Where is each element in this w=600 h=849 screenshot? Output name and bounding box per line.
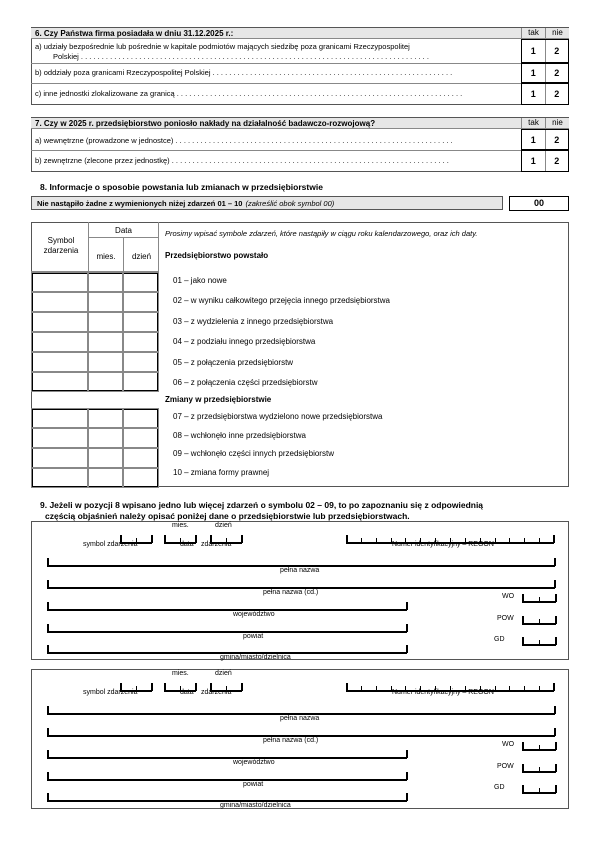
q9-title-line1: 9. Jeżeli w pozycji 8 wpisano jedno lub więcej zdarzeń o symbolu 02 – 09, to po zapoznaniu się z odpowiednią xyxy=(40,500,484,510)
regon-label: Numer identyfikacyjny – REGON xyxy=(392,689,494,696)
q6-no-header: nie xyxy=(545,28,569,39)
created-item: 03 – z wydzielenia z innego przedsiębiorstwa xyxy=(173,316,334,326)
q8-instruction: Prosimy wpisać symbole zdarzeń, które nastąpiły w ciągu roku kalendarzowego, oraz ich daty. xyxy=(165,229,478,238)
grid-cell-symbol[interactable] xyxy=(31,428,88,448)
regon-label: Numer identyfikacyjny – REGON xyxy=(392,541,494,548)
grid-cell-day[interactable] xyxy=(123,408,159,428)
woj-label: województwo xyxy=(233,611,275,618)
q6-answer-b[interactable]: 1 2 xyxy=(521,63,569,83)
grid-cell-symbol[interactable] xyxy=(31,352,88,372)
pow-field[interactable] xyxy=(47,631,407,633)
q7-answer-a[interactable]: 1 2 xyxy=(521,129,569,150)
grid-cell-month[interactable] xyxy=(88,408,123,428)
q8-none-code[interactable]: 00 xyxy=(509,196,569,211)
grid-cell-month[interactable] xyxy=(88,448,123,468)
wo-code-label: WO xyxy=(502,741,515,748)
wo-code-field[interactable] xyxy=(522,749,556,751)
grid-cell-month[interactable] xyxy=(88,292,123,312)
dzien-label: dzień xyxy=(215,670,232,677)
grid-cell-symbol[interactable] xyxy=(31,408,88,428)
created-item: 05 – z połączenia przedsiębiorstw xyxy=(173,357,294,367)
grid-cell-symbol[interactable] xyxy=(31,372,88,392)
q8-none-row xyxy=(31,196,503,210)
created-item: 04 – z podziału innego przedsiębiorstwa xyxy=(173,337,316,347)
gmina-label: gmina/miasto/dzielnica xyxy=(220,802,291,809)
q7-no-header: nie xyxy=(545,118,569,129)
q6-item-a-label2: Polskiej . . . . . . . . . . . . . . . . . . . . . . . . . . . . . . . . . . . . . . . . . . . . . . . . . . . . . . . . . . . . . . . . . . . . . . . . . . . . . . . . . . . . xyxy=(53,52,429,61)
zdarzenia-label: zdarzenia xyxy=(201,689,232,696)
grid-cell-month[interactable] xyxy=(88,372,123,392)
created-item: 06 – z połączenia części przedsiębiorstw xyxy=(173,378,318,387)
grid-cell-day[interactable] xyxy=(123,332,159,352)
q7-item-b-label: b) zewnętrzne (zlecone przez jednostkę) . . . . . . . . . . . . . . . . . . . . . . . . . . . . . . . . . . . . . . . . . . . . . . . . . . . . . . . . . . . . . . . . . . . xyxy=(35,156,449,165)
name_cd-label: pełna nazwa (cd.) xyxy=(263,589,319,596)
created-item: 02 – w wyniku całkowitego przejęcia innego przedsiębiorstwa xyxy=(173,296,391,306)
q7-item-a-label: a) wewnętrzne (prowadzone w jednostce) . . . . . . . . . . . . . . . . . . . . . . . . . . . . . . . . . . . . . . . . . . . . . . . . . . . . . . . . . . . . . . . . . . . xyxy=(35,136,453,145)
q7-title: 7. Czy w 2025 r. przedsiębiorstwo poniosło nakłady na działalność badawczo-rozwojową? xyxy=(35,118,376,128)
q8-col-date: Data xyxy=(115,226,132,235)
grid-cell-day[interactable] xyxy=(123,448,159,468)
gd-code-label: GD xyxy=(494,784,505,791)
powc-code-label: POW xyxy=(497,615,514,622)
powc-code-label: POW xyxy=(497,763,514,770)
gd-code-label: GD xyxy=(494,636,505,643)
q8-none-label: Nie nastąpiło żadne z wymienionych niżej zdarzeń 01 – 10 xyxy=(37,198,243,208)
woj-field[interactable] xyxy=(47,609,407,611)
q6-item-a-label: a) udziały bezpośrednie lub pośrednie w kapitale podmiotów mających siedzibę poza granicami Rzeczypospolitej xyxy=(35,42,410,51)
name-label: pełna nazwa xyxy=(280,715,320,722)
gd-code-field[interactable] xyxy=(522,792,556,794)
grid-cell-day[interactable] xyxy=(123,312,159,332)
name_cd-label: pełna nazwa (cd.) xyxy=(263,737,319,744)
grid-cell-symbol[interactable] xyxy=(31,272,88,292)
grid-cell-symbol[interactable] xyxy=(31,312,88,332)
changes-item: 10 – zmiana formy prawnej xyxy=(173,467,270,477)
grid-cell-symbol[interactable] xyxy=(31,468,88,488)
grid-cell-month[interactable] xyxy=(88,468,123,488)
mies-label: mies. xyxy=(172,522,189,529)
wo-code-label: WO xyxy=(502,593,515,600)
q6-answer-a[interactable]: 1 2 xyxy=(521,39,569,63)
q6-title: 6. Czy Państwa firma posiadała w dniu 31.12.2025 r.: xyxy=(35,28,234,38)
q8-col-day: dzień xyxy=(131,252,152,261)
grid-cell-month[interactable] xyxy=(88,428,123,448)
q7-header xyxy=(31,117,569,129)
grid-cell-month[interactable] xyxy=(88,352,123,372)
mies-label: mies. xyxy=(172,670,189,677)
dzien-label: dzień xyxy=(215,522,232,529)
data-label: data xyxy=(180,541,194,548)
pow-label: powiat xyxy=(243,781,264,788)
pow-label: powiat xyxy=(243,633,264,640)
zdarzenia-label: zdarzenia xyxy=(201,541,232,548)
q6-item-c-label: c) inne jednostki zlokalizowane za granicą . . . . . . . . . . . . . . . . . . . . . . . . . . . . . . . . . . . . . . . . . . . . . . . . . . . . . . . . . . . . . . . . . . . . . xyxy=(35,89,463,98)
grid-cell-month[interactable] xyxy=(88,312,123,332)
grid-cell-day[interactable] xyxy=(123,272,159,292)
woj-label: województwo xyxy=(233,759,275,766)
q6-header xyxy=(31,27,569,39)
changes-item: 08 – wchłonęło inne przedsiębiorstwa xyxy=(173,430,306,440)
symbol-label: symbol zdarzenia xyxy=(83,689,138,696)
grid-cell-symbol[interactable] xyxy=(31,448,88,468)
gmina-label: gmina/miasto/dzielnica xyxy=(220,654,291,661)
changes-item: 09 – wchłonęło części innych przedsiębiorstw xyxy=(173,449,334,459)
name-label: pełna nazwa xyxy=(280,567,320,574)
created-item: 01 – jako nowe xyxy=(173,276,227,285)
woj-field[interactable] xyxy=(47,757,407,759)
q8-col-symbol: Symbol zdarzenia xyxy=(43,236,79,255)
grid-cell-day[interactable] xyxy=(123,468,159,488)
grid-cell-month[interactable] xyxy=(88,332,123,352)
gd-code-field[interactable] xyxy=(522,644,556,646)
wo-code-field[interactable] xyxy=(522,601,556,603)
grid-cell-symbol[interactable] xyxy=(31,332,88,352)
q7-answer-b[interactable]: 1 2 xyxy=(521,150,569,172)
q9-title-line2: częścią objaśnień należy opisać poniżej dane o przedsiębiorstwie lub przedsiębiorstwach. xyxy=(45,511,410,521)
q6-answer-c[interactable]: 1 2 xyxy=(521,83,569,105)
q8-changes-head: Zmiany w przedsiębiorstwie xyxy=(165,395,272,404)
changes-item: 07 – z przedsiębiorstwa wydzielono nowe przedsiębiorstwa xyxy=(173,412,383,421)
q6-item-b-label: b) oddziały poza granicami Rzeczypospolitej Polskiej . . . . . . . . . . . . . . . . . . . . . . . . . . . . . . . . . . . . . . . . . . . . . . . . . . . . . . . . . . xyxy=(35,68,453,77)
q8-created-head: Przedsiębiorstwo powstało xyxy=(165,251,269,260)
q6-item-a xyxy=(35,42,515,62)
q8-title: 8. Informacje o sposobie powstania lub zmianach w przedsiębiorstwie xyxy=(40,182,323,192)
grid-cell-day[interactable] xyxy=(123,352,159,372)
grid-cell-day[interactable] xyxy=(123,428,159,448)
q7-yes-header: tak xyxy=(521,118,545,129)
grid-cell-day[interactable] xyxy=(123,372,159,392)
q6-yes-header: tak xyxy=(521,28,545,39)
grid-cell-month[interactable] xyxy=(88,272,123,292)
q8-none-note: (zakreślić obok symbol 00) xyxy=(245,198,335,208)
powc-code-field[interactable] xyxy=(522,623,556,625)
powc-code-field[interactable] xyxy=(522,771,556,773)
grid-cell-day[interactable] xyxy=(123,292,159,312)
q8-col-month: mies. xyxy=(96,252,116,261)
pow-field[interactable] xyxy=(47,779,407,781)
symbol-label: symbol zdarzenia xyxy=(83,541,138,548)
grid-cell-symbol[interactable] xyxy=(31,292,88,312)
data-label: data xyxy=(180,689,194,696)
